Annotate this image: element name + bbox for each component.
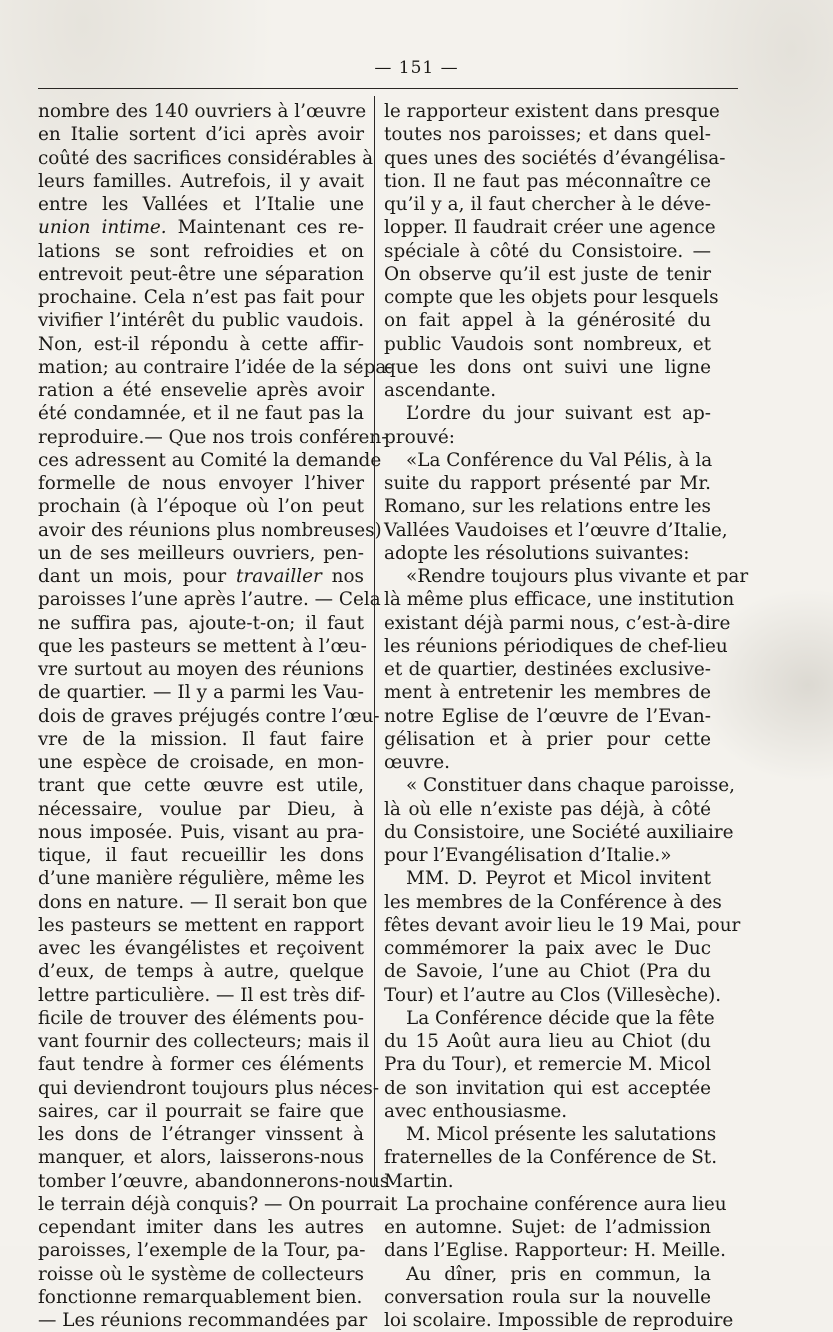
text-line: manquer, et alors, laisserons-nous	[38, 1147, 364, 1169]
text-line: gélisation et à prier pour cette	[384, 728, 711, 750]
text-line: un de ses meilleurs ouvriers, pen-	[38, 542, 364, 564]
text-line: vre de la mission. Il faut faire	[38, 728, 364, 750]
text-line: œuvre.	[384, 752, 450, 773]
text-line: MM. D. Peyrot et Micol invitent	[406, 868, 711, 890]
text-line: on fait appel à la générosité du	[384, 310, 711, 332]
text-line: coûté des sacrifices considérables à	[38, 147, 374, 169]
text-line: «Rendre toujours plus vivante et par	[406, 566, 749, 587]
text-line: nous imposée. Puis, visant au pra-	[38, 821, 364, 843]
text-line: toutes nos paroisses; et dans quel-	[384, 124, 711, 146]
text-line: prochaine. Cela n’est pas fait pour	[38, 287, 364, 308]
text-line: entre les Vallées et l’Italie une	[38, 194, 364, 215]
text-line: vivifier l’intérêt du public vaudois.	[38, 310, 364, 332]
text-line: ques unes des sociétés d’évangélisa-	[384, 147, 726, 169]
text-line: nécessaire, voulue par Dieu, à	[38, 798, 364, 820]
text-line: du 15 Août aura lieu au Chiot (du	[384, 1031, 711, 1052]
text-line: saires, car il pourrait se faire que	[38, 1100, 364, 1122]
text-line: vant fournir des collecteurs; mais il	[38, 1031, 370, 1052]
text-line: vre surtout au moyen des réunions	[38, 659, 364, 680]
text-line: La prochaine conférence aura lieu	[406, 1193, 727, 1215]
text-line: faut tendre à former ces éléments	[38, 1054, 364, 1076]
text-line: lopper. Il faudrait créer une agence	[384, 217, 716, 239]
text-line: qui deviendront toujours plus néces-	[38, 1077, 380, 1099]
text-line: lettre particulière. — Il est très dif-	[38, 984, 366, 1006]
right-column	[384, 100, 749, 1332]
text-line: commémorer la paix avec le Duc	[384, 938, 711, 959]
text-line: M. Micol présente les salutations	[406, 1124, 717, 1145]
text-line: ces adressent au Comité la demande	[38, 449, 382, 471]
header-rule	[38, 88, 738, 89]
text-line: tion. Il ne faut pas méconnaître ce	[384, 170, 711, 192]
text-line: que les dons ont suivi une ligne	[384, 356, 711, 378]
text-line: ficile de trouver des éléments pou-	[38, 1007, 364, 1029]
text-line: du Consistoire, une Société auxiliaire	[384, 821, 734, 843]
text-line: ascendante.	[384, 380, 497, 401]
text-line: que les pasteurs se mettent à l’œu-	[38, 635, 367, 657]
text-line: paroisses, l’exemple de la Tour, pa-	[38, 1240, 366, 1262]
text-line: pour l’Evangélisation d’Italie.»	[384, 845, 672, 866]
text-line: les dons de l’étranger vinssent à	[38, 1124, 364, 1145]
text-line: en Italie sortent d’ici après avoir	[38, 124, 364, 146]
text-line: de quartier. — Il y a parmi les Vau-	[38, 682, 364, 704]
text-line: et de quartier, destinées exclusive-	[384, 659, 711, 680]
text-line: loi scolaire. Impossible de reproduire	[384, 1310, 734, 1331]
text-line: public Vaudois sont nombreux, et	[384, 333, 711, 355]
text-line: les réunions périodiques de chef-lieu	[384, 635, 728, 657]
text-line: leurs familles. Autrefois, il y avait	[38, 170, 364, 192]
text-line: compte que les objets pour lesquels	[384, 287, 719, 308]
text-line: reproduire.— Que nos trois conféren-	[38, 426, 388, 448]
text-line: avec enthousiasme.	[384, 1100, 568, 1122]
text-line: été condamnée, et il ne faut pas la	[38, 403, 364, 425]
text-line: paroisses l’une après l’autre. — Cela	[38, 589, 381, 611]
text-line: trant que cette œuvre est utile,	[38, 775, 364, 797]
text-line: suite du rapport présenté par Mr.	[384, 473, 711, 494]
text-line: le terrain déjà conquis? — On pourrait	[38, 1193, 398, 1215]
text-line: fonctionne remarquablement bien.	[38, 1286, 363, 1308]
text-line: spéciale à côté du Consistoire. —	[384, 240, 711, 262]
text-line: notre Eglise de l’œuvre de l’Evan-	[384, 705, 711, 727]
text-line: là où elle n’existe pas déjà, à côté	[384, 798, 711, 820]
text-line: de Savoie, l’une au Chiot (Pra du	[384, 961, 711, 983]
text-line: dans l’Eglise. Rapporteur: H. Meille.	[384, 1240, 726, 1262]
text-line: — Les réunions recommandées par	[38, 1310, 368, 1331]
text-line: tomber l’œuvre, abandonnerons-nous	[38, 1170, 390, 1192]
text-line: ne suffira pas, ajoute-t-on; il faut	[38, 612, 364, 634]
text-line: union intime. Maintenant ces re-	[38, 217, 364, 239]
text-line: dant un mois, pour travailler nos	[38, 566, 364, 587]
text-line: La Conférence décide que la fête	[406, 1007, 715, 1029]
text-line: dois de graves préjugés contre l’œu-	[38, 705, 380, 727]
text-line: avec les évangélistes et reçoivent	[38, 938, 364, 959]
text-line: roisse où le système de collecteurs	[38, 1263, 364, 1285]
column-divider	[374, 96, 375, 1186]
text-line: les pasteurs se mettent en rapport	[38, 914, 364, 936]
text-line: Romano, sur les relations entre les	[384, 496, 711, 518]
text-line: une espèce de croisade, en mon-	[38, 752, 364, 773]
text-line: «La Conférence du Val Pélis, à la	[406, 449, 713, 471]
text-line: mation; au contraire l’idée de la sépa-	[38, 356, 393, 378]
text-line: là même plus efficace, une institution	[384, 589, 735, 611]
text-line: d’eux, de temps à autre, quelque	[38, 961, 364, 983]
text-line: Non, est-il répondu à cette affir-	[38, 333, 364, 355]
text-line: entrevoit peut-être une séparation	[38, 263, 364, 285]
text-line: conversation roula sur la nouvelle	[384, 1286, 711, 1308]
text-line: fraternelles de la Conférence de St.	[384, 1147, 718, 1169]
text-line: L’ordre du jour suivant est ap-	[406, 403, 711, 425]
text-line: Au dîner, pris en commun, la	[406, 1263, 711, 1285]
text-line: avoir des réunions plus nombreuses)	[38, 519, 382, 541]
text-line: On observe qu’il est juste de tenir	[384, 263, 711, 285]
text-line: tique, il faut recueillir les dons	[38, 845, 364, 866]
text-line: les membres de la Conférence à des	[384, 891, 722, 913]
text-line: « Constituer dans chaque paroisse,	[406, 775, 735, 797]
text-line: dons en nature. — Il serait bon que	[38, 891, 368, 913]
text-line: en automne. Sujet: de l’admission	[384, 1217, 711, 1238]
text-line: ration a été ensevelie après avoir	[38, 380, 364, 401]
text-line: lations se sont refroidies et on	[38, 240, 364, 262]
text-line: Pra du Tour), et remercie M. Micol	[384, 1054, 711, 1076]
text-line: adopte les résolutions suivantes:	[384, 542, 690, 564]
text-line: de son invitation qui est acceptée	[384, 1077, 711, 1099]
text-line: d’une manière régulière, même les	[38, 868, 365, 890]
text-line: cependant imiter dans les autres	[38, 1217, 364, 1238]
text-line: qu’il y a, il faut chercher à le déve-	[384, 194, 711, 215]
text-line: ment à entretenir les membres de	[384, 682, 711, 704]
left-column	[38, 100, 398, 1332]
text-line: formelle de nous envoyer l’hiver	[38, 473, 364, 494]
text-line: Tour) et l’autre au Clos (Villesèche).	[384, 984, 722, 1006]
text-line: le rapporteur existent dans presque	[384, 101, 720, 122]
text-line: Martin.	[384, 1170, 454, 1192]
text-line: Vallées Vaudoises et l’œuvre d’Italie,	[384, 519, 728, 541]
page-number: — 151 —	[374, 58, 459, 78]
text-line: fêtes devant avoir lieu le 19 Mai, pour	[384, 914, 741, 936]
text-line: prouvé:	[384, 426, 455, 448]
text-line: existant déjà parmi nous, c’est-à-dire	[384, 612, 731, 634]
text-line: nombre des 140 ouvriers à l’œuvre	[38, 101, 367, 122]
text-line: prochain (à l’époque où l’on peut	[38, 496, 364, 518]
